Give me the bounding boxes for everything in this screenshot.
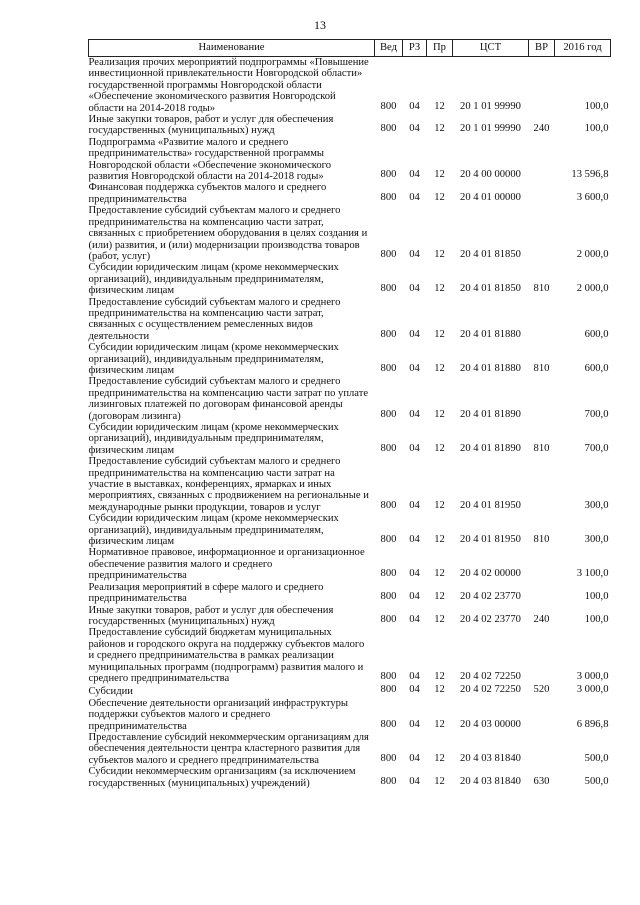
header-pr: Пр xyxy=(427,40,453,57)
row-pr: 12 xyxy=(434,442,445,454)
row-vr xyxy=(529,732,555,766)
table-row xyxy=(89,297,611,343)
row-vr: 630 xyxy=(533,775,550,787)
row-cst: 20 4 03 81840 xyxy=(460,775,521,787)
row-cst: 20 4 01 81950 xyxy=(460,499,521,511)
table-row xyxy=(89,205,611,262)
header-name: Наименование xyxy=(89,40,375,57)
row-rz: 04 xyxy=(409,169,420,181)
row-ved: 800 xyxy=(380,408,397,420)
row-vr: 520 xyxy=(533,684,550,696)
row-vr xyxy=(529,205,555,262)
row-cst: 20 4 01 81850 xyxy=(460,283,521,295)
table-row xyxy=(89,137,611,183)
row-name: Предоставление субсидий некоммерческим организациям для обеспечения деятельности центра кластерного развития для субъектов малого и среднего предпринимательства xyxy=(88,731,369,766)
row-pr: 12 xyxy=(434,169,445,181)
header-cst: ЦСТ xyxy=(453,40,529,57)
row-rz: 04 xyxy=(409,718,420,730)
row-pr: 12 xyxy=(434,499,445,511)
row-vr xyxy=(529,376,555,422)
row-cst: 20 1 01 99990 xyxy=(460,123,521,135)
row-name: Субсидии юридическим лицам (кроме некоммерческих организаций), индивидуальным предпринимателям, физическим лицам xyxy=(88,262,339,297)
row-name: Обеспечение деятельности организаций инфраструктуры поддержки субъектов малого и среднего предпринимательства xyxy=(88,697,349,732)
row-name: Предоставление субсидий субъектам малого и среднего предпринимательства на компенсацию части затрат на участие в выставках, конференциях, ярмарках и иных мероприятиях, связанных с продвижением на региональные и международные рынки продукции, товаров и услуг xyxy=(88,456,369,513)
table-row xyxy=(89,605,611,628)
row-cst: 20 4 02 72250 xyxy=(460,684,521,696)
page-number: 13 xyxy=(314,18,326,32)
row-name: Предоставление субсидий бюджетам муниципальных районов и городского округа на поддержку субъектов малого и среднего предпринимательства в рамках реализации муниципальных программ (подпрограмм) развития малого и среднего предпринимательства xyxy=(88,627,365,684)
row-ved: 800 xyxy=(380,248,397,260)
row-name: Предоставление субсидий субъектам малого и среднего предпринимательства на компенсацию части затрат по уплате лизинговых платежей по договорам финансовой аренды (договорам лизинга) xyxy=(88,376,369,422)
row-pr: 12 xyxy=(434,684,445,696)
row-vr xyxy=(529,627,555,684)
row-cst: 20 4 02 00000 xyxy=(460,568,521,580)
row-cst: 20 1 01 99990 xyxy=(460,100,521,112)
row-cst: 20 4 01 00000 xyxy=(460,191,521,203)
table-header-row xyxy=(89,40,611,57)
row-ved: 800 xyxy=(380,283,397,295)
row-ved: 800 xyxy=(380,123,397,135)
header-rz: РЗ xyxy=(403,40,427,57)
header-sum: 2016 год xyxy=(555,40,611,57)
row-sum: 600,0 xyxy=(584,362,609,374)
row-sum: 100,0 xyxy=(584,613,609,625)
row-name: Субсидии некоммерческим организациям (за исключением государственных (муниципальных) учреждений) xyxy=(88,766,356,789)
row-pr: 12 xyxy=(434,568,445,580)
row-rz: 04 xyxy=(409,752,420,764)
row-sum: 2 000,0 xyxy=(576,248,609,260)
table-row xyxy=(89,582,611,605)
row-sum: 2 000,0 xyxy=(576,283,609,295)
row-vr: 240 xyxy=(533,123,550,135)
row-rz: 04 xyxy=(409,328,420,340)
row-rz: 04 xyxy=(409,684,420,696)
table-row xyxy=(89,57,611,115)
row-sum: 100,0 xyxy=(584,123,609,135)
row-rz: 04 xyxy=(409,568,420,580)
row-vr xyxy=(529,547,555,581)
row-sum: 300,0 xyxy=(584,534,609,546)
row-rz: 04 xyxy=(409,408,420,420)
row-ved: 800 xyxy=(380,534,397,546)
row-sum: 3 000,0 xyxy=(576,684,609,696)
table-row xyxy=(89,262,611,296)
row-ved: 800 xyxy=(380,328,397,340)
row-name: Подпрограмма «Развитие малого и среднего предпринимательства» государственной программы Новгородской области «Обеспечение экономического развития Новгородской области на 2014-2018 годы» xyxy=(88,136,332,183)
table-row xyxy=(89,547,611,581)
row-cst: 20 4 01 81950 xyxy=(460,534,521,546)
row-ved: 800 xyxy=(380,684,397,696)
row-rz: 04 xyxy=(409,100,420,112)
row-cst: 20 4 02 23770 xyxy=(460,591,521,603)
row-cst: 20 4 00 00000 xyxy=(460,169,521,181)
row-sum: 700,0 xyxy=(584,442,609,454)
row-vr xyxy=(529,57,555,115)
row-pr: 12 xyxy=(434,591,445,603)
budget-table xyxy=(88,39,611,789)
row-rz: 04 xyxy=(409,283,420,295)
table-row xyxy=(89,114,611,137)
row-name: Реализация мероприятий в сфере малого и среднего предпринимательства xyxy=(88,581,324,605)
row-cst: 20 4 03 81840 xyxy=(460,752,521,764)
row-vr: 240 xyxy=(533,613,550,625)
row-vr: 810 xyxy=(533,362,550,374)
row-name: Иные закупки товаров, работ и услуг для обеспечения государственных (муниципальных) нужд xyxy=(88,114,334,137)
row-rz: 04 xyxy=(409,591,420,603)
row-ved: 800 xyxy=(380,499,397,511)
row-cst: 20 4 03 00000 xyxy=(460,718,521,730)
row-cst: 20 4 01 81890 xyxy=(460,442,521,454)
header-ved: Вед xyxy=(375,40,403,57)
row-pr: 12 xyxy=(434,328,445,340)
row-pr: 12 xyxy=(434,408,445,420)
row-sum: 6 896,8 xyxy=(576,718,609,730)
row-sum: 3 600,0 xyxy=(576,191,609,203)
row-pr: 12 xyxy=(434,283,445,295)
table-row xyxy=(89,342,611,376)
row-rz: 04 xyxy=(409,248,420,260)
table-row xyxy=(89,698,611,732)
table-row xyxy=(89,456,611,513)
header-vr: ВР xyxy=(529,40,555,57)
row-ved: 800 xyxy=(380,191,397,203)
row-name: Субсидии юридическим лицам (кроме некоммерческих организаций), индивидуальным предпринимателям, физическим лицам xyxy=(88,342,339,376)
row-name: Иные закупки товаров, работ и услуг для обеспечения государственных (муниципальных) нужд xyxy=(88,604,334,627)
row-cst: 20 4 02 23770 xyxy=(460,613,521,625)
row-rz: 04 xyxy=(409,123,420,135)
table-row xyxy=(89,513,611,547)
row-sum: 3 000,0 xyxy=(576,670,609,682)
row-sum: 13 596,8 xyxy=(571,169,609,181)
row-sum: 500,0 xyxy=(584,752,609,764)
row-ved: 800 xyxy=(380,568,397,580)
table-body xyxy=(89,57,611,790)
row-vr xyxy=(529,582,555,605)
row-pr: 12 xyxy=(434,100,445,112)
row-sum: 100,0 xyxy=(584,591,609,603)
row-ved: 800 xyxy=(380,100,397,112)
row-cst: 20 4 01 81890 xyxy=(460,408,521,420)
row-pr: 12 xyxy=(434,670,445,682)
row-name: Субсидии xyxy=(88,686,133,698)
row-vr: 810 xyxy=(533,534,550,546)
row-pr: 12 xyxy=(434,718,445,730)
row-rz: 04 xyxy=(409,499,420,511)
row-vr xyxy=(529,297,555,343)
row-ved: 800 xyxy=(380,670,397,682)
row-name: Предоставление субсидий субъектам малого и среднего предпринимательства на компенсацию части затрат, связанных с приобретением оборудования в целях создания и (или) развития, и (или) модернизации производства товаров (работ, услуг) xyxy=(88,205,368,262)
row-sum: 700,0 xyxy=(584,408,609,420)
row-rz: 04 xyxy=(409,534,420,546)
row-rz: 04 xyxy=(409,613,420,625)
table-row xyxy=(89,627,611,684)
row-rz: 04 xyxy=(409,442,420,454)
row-cst: 20 4 01 81850 xyxy=(460,248,521,260)
row-ved: 800 xyxy=(380,169,397,181)
table-row xyxy=(89,376,611,422)
table-row xyxy=(89,732,611,766)
row-sum: 300,0 xyxy=(584,499,609,511)
row-name: Субсидии юридическим лицам (кроме некоммерческих организаций), индивидуальным предпринимателям, физическим лицам xyxy=(88,513,339,548)
row-sum: 100,0 xyxy=(584,100,609,112)
row-ved: 800 xyxy=(380,752,397,764)
row-sum: 3 100,0 xyxy=(576,568,609,580)
row-pr: 12 xyxy=(434,534,445,546)
row-ved: 800 xyxy=(380,591,397,603)
row-ved: 800 xyxy=(380,718,397,730)
row-vr xyxy=(529,698,555,732)
row-ved: 800 xyxy=(380,442,397,454)
row-vr: 810 xyxy=(533,442,550,454)
row-pr: 12 xyxy=(434,775,445,787)
row-name: Предоставление субсидий субъектам малого и среднего предпринимательства на компенсацию части затрат, связанных с осуществлением ремесленных видов деятельности xyxy=(88,296,341,342)
row-ved: 800 xyxy=(380,775,397,787)
row-sum: 600,0 xyxy=(584,328,609,340)
row-sum: 500,0 xyxy=(584,775,609,787)
row-pr: 12 xyxy=(434,191,445,203)
row-cst: 20 4 01 81880 xyxy=(460,328,521,340)
row-name: Финансовая поддержка субъектов малого и среднего предпринимательства xyxy=(88,182,327,205)
row-pr: 12 xyxy=(434,613,445,625)
row-name: Субсидии юридическим лицам (кроме некоммерческих организаций), индивидуальным предпринимателям, физическим лицам xyxy=(88,422,339,456)
table-row xyxy=(89,422,611,456)
row-name: Реализация прочих мероприятий подпрограммы «Повышение инвестиционной привлекательности Новгородской области» государственной программы Новгородской области «Обеспечение экономического развития Новгородской области на 2014-2018 годы» xyxy=(88,57,369,114)
row-vr xyxy=(529,137,555,183)
row-name: Нормативное правовое, информационное и организационное обеспечение развития малого и среднего предпринимательства xyxy=(88,547,365,582)
row-pr: 12 xyxy=(434,362,445,374)
table-row xyxy=(89,182,611,205)
row-rz: 04 xyxy=(409,775,420,787)
row-pr: 12 xyxy=(434,123,445,135)
row-ved: 800 xyxy=(380,613,397,625)
row-cst: 20 4 02 72250 xyxy=(460,670,521,682)
row-rz: 04 xyxy=(409,362,420,374)
row-vr xyxy=(529,182,555,205)
row-vr xyxy=(529,456,555,513)
table-row xyxy=(89,684,611,697)
row-rz: 04 xyxy=(409,191,420,203)
row-pr: 12 xyxy=(434,248,445,260)
row-vr: 810 xyxy=(533,283,550,295)
row-pr: 12 xyxy=(434,752,445,764)
table-row xyxy=(89,766,611,789)
row-ved: 800 xyxy=(380,362,397,374)
row-rz: 04 xyxy=(409,670,420,682)
row-cst: 20 4 01 81880 xyxy=(460,362,521,374)
